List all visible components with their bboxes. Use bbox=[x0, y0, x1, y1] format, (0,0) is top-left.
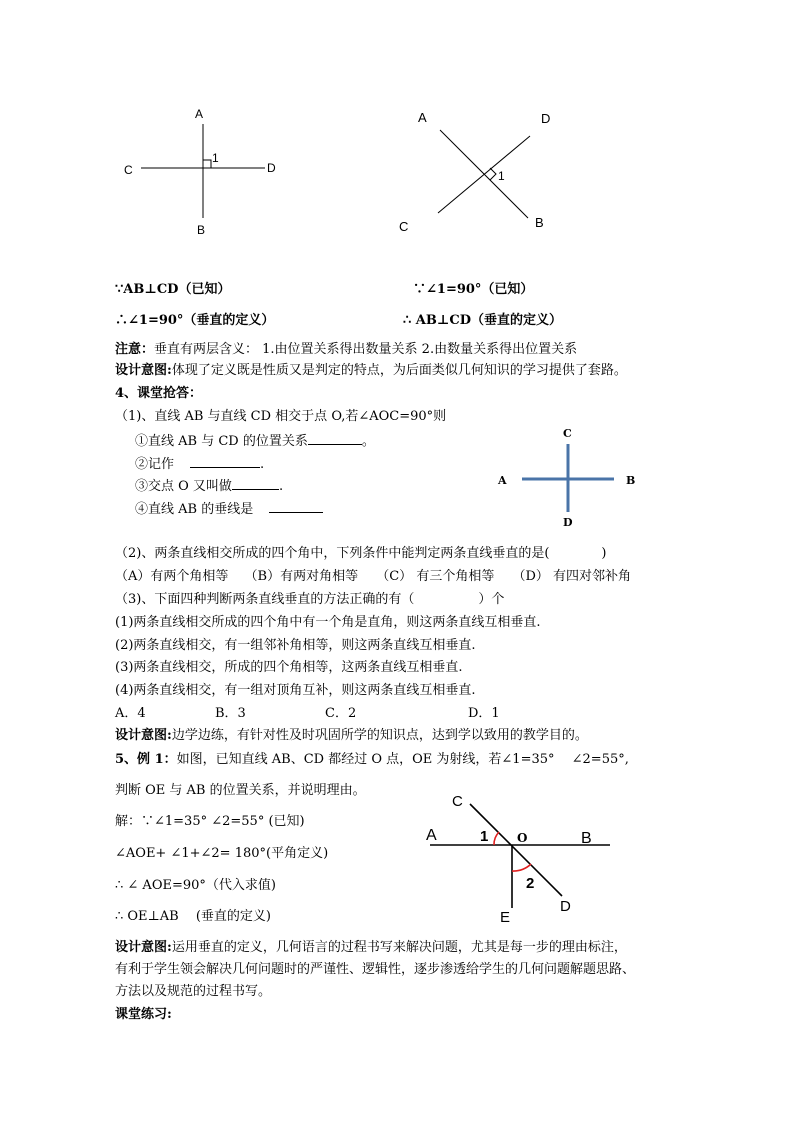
label-angle-1: 1 bbox=[480, 828, 489, 845]
q3-end: ）个 bbox=[478, 592, 505, 607]
label-angle-1: 1 bbox=[498, 169, 505, 183]
question-1c bbox=[135, 477, 283, 496]
question-1b bbox=[135, 455, 264, 474]
design-text: 边学边练，有针对性及时巩固所学的知识点，达到学以致用的教学目的。 bbox=[171, 728, 588, 743]
answer-blank-1c[interactable] bbox=[232, 477, 279, 490]
question-1a bbox=[135, 432, 375, 451]
label-d: D bbox=[267, 161, 276, 175]
line-cd bbox=[470, 804, 562, 896]
proof-left-1: ∵AB⊥CD（已知） bbox=[115, 282, 231, 297]
design-label: 设计意图: bbox=[115, 728, 172, 743]
label-b: B bbox=[581, 830, 592, 847]
practice-title: 课堂练习: bbox=[115, 1007, 172, 1022]
design-label: 设计意图: bbox=[115, 940, 172, 955]
question-1d bbox=[135, 500, 323, 519]
answer-blank-1b[interactable] bbox=[190, 455, 260, 468]
q3-item-2: (2)两条直线相交，有一组邻补角相等，则这两条直线互相垂直. bbox=[115, 638, 476, 653]
q1b-end: . bbox=[260, 457, 265, 472]
design-intent-1 bbox=[115, 362, 627, 380]
label-o: O bbox=[517, 831, 528, 845]
q1d-text: ④直线 AB 的垂线是 bbox=[135, 502, 254, 517]
question-3 bbox=[115, 591, 504, 609]
label-d: D bbox=[541, 111, 551, 126]
label-d: D bbox=[563, 516, 573, 529]
solution-4: ∴ OE⊥AB (垂直的定义) bbox=[115, 909, 271, 924]
design-intent-3-line-2: 有利于学生领会解决几何问题时的严谨性、逻辑性，逐步渗透给学生的几何问题解题思路、 bbox=[115, 962, 636, 977]
design-label: 设计意图: bbox=[115, 363, 172, 378]
label-c: C bbox=[452, 793, 463, 810]
q2-option-a[interactable]: （A）有两个角相等 bbox=[115, 569, 229, 584]
proof-right-2: ∴ AB⊥CD（垂直的定义） bbox=[403, 313, 562, 328]
note-label: 注意： bbox=[115, 342, 155, 357]
proof-right-1: ∵∠1=90°（已知） bbox=[413, 282, 534, 297]
q2-option-c[interactable]: （C） 有三个角相等 bbox=[376, 569, 495, 584]
figure-perpendicular-cross bbox=[115, 100, 290, 245]
section-5-title: 5、例 1： bbox=[115, 752, 177, 767]
label-c: C bbox=[563, 427, 572, 440]
label-a: A bbox=[498, 474, 507, 487]
note-line bbox=[115, 341, 577, 359]
q3-item-1: (1)两条直线相交所成的四个角中有一个角是直角，则这两条直线互相垂直. bbox=[115, 615, 541, 630]
angle-1-arc bbox=[494, 832, 499, 845]
right-angle-mark bbox=[490, 168, 496, 180]
q2-text: （2)、两条直线相交所成的四个角中，下列条件中能判定两条直线垂直的是( bbox=[115, 546, 550, 561]
q3-option-a[interactable]: A．4 bbox=[115, 706, 146, 721]
label-b: B bbox=[626, 474, 636, 487]
section-5-line-2: 判断 OE 与 AB 的位置关系，并说明理由。 bbox=[115, 783, 366, 798]
question-2 bbox=[115, 545, 607, 563]
label-b: B bbox=[197, 223, 206, 237]
label-c: C bbox=[124, 163, 133, 177]
answer-blank-1a[interactable] bbox=[308, 432, 362, 445]
design-text: 体现了定义既是性质又是判定的特点，为后面类似几何知识的学习提供了套路。 bbox=[171, 363, 627, 378]
label-a: A bbox=[195, 107, 204, 121]
q1a-text: ①直线 AB 与 CD 的位置关系 bbox=[135, 434, 308, 449]
proof-left-2: ∴∠1=90°（垂直的定义） bbox=[115, 313, 275, 328]
label-b: B bbox=[535, 215, 544, 230]
design-intent-2 bbox=[115, 727, 588, 745]
solution-1: 解：∵∠1=35° ∠2=55° (已知) bbox=[115, 814, 305, 829]
q3-option-c[interactable]: C．2 bbox=[325, 706, 357, 721]
section-5-text-1: 如图，已知直线 AB、CD 都经过 O 点，OE 为射线，若∠1=35° ∠2=55°, bbox=[176, 752, 629, 767]
label-a: A bbox=[418, 110, 427, 125]
design-intent-3-line-1 bbox=[115, 939, 627, 957]
figure-example-angles bbox=[420, 790, 620, 930]
q1c-text: ③交点 O 又叫做 bbox=[135, 479, 232, 494]
q2-option-d[interactable]: （D） 有四对邻补角 bbox=[512, 569, 632, 584]
question-2-options bbox=[115, 568, 631, 586]
line-cd bbox=[438, 136, 530, 213]
label-a: A bbox=[426, 827, 437, 844]
q3-item-3: (3)两条直线相交，所成的四个角相等，这两条直线互相垂直. bbox=[115, 660, 463, 675]
solution-2: ∠AOE+ ∠1+∠2= 180°(平角定义) bbox=[115, 846, 329, 861]
q1b-text: ②记作 bbox=[135, 457, 175, 472]
angle-2-arc bbox=[512, 864, 531, 871]
q2-option-b[interactable]: （B）有两对角相等 bbox=[244, 569, 359, 584]
q3-option-b[interactable]: B．3 bbox=[215, 706, 246, 721]
q1a-end: 。 bbox=[361, 434, 375, 449]
question-1: （1)、直线 AB 与直线 CD 相交于点 O,若∠AOC=90°则 bbox=[115, 409, 447, 424]
section-4-title: 4、课堂抢答： bbox=[115, 386, 203, 401]
answer-blank-1d[interactable] bbox=[269, 500, 323, 513]
q1c-end: . bbox=[278, 479, 284, 494]
q3-text: （3)、下面四种判断两条直线垂直的方法正确的有（ bbox=[115, 592, 415, 607]
design-text-1: 运用垂直的定义，几何语言的过程书写来解决问题，尤其是每一步的理由标注， bbox=[171, 940, 627, 955]
note-text: 垂直有两层含义： 1.由位置关系得出数量关系 2.由数量关系得出位置关系 bbox=[154, 342, 578, 357]
figure-perpendicular-tilted bbox=[390, 100, 570, 245]
right-angle-mark bbox=[203, 160, 211, 168]
label-c: C bbox=[399, 219, 409, 234]
label-d: D bbox=[560, 898, 571, 915]
label-angle-1: 1 bbox=[212, 151, 219, 165]
q2-end: ) bbox=[601, 546, 607, 561]
design-intent-3-line-3: 方法以及规范的过程书写。 bbox=[115, 984, 272, 999]
figure-blue-cross bbox=[488, 420, 648, 532]
label-angle-2: 2 bbox=[526, 875, 535, 892]
section-5-line-1 bbox=[115, 751, 629, 769]
label-e: E bbox=[500, 909, 511, 926]
q3-item-4: (4)两条直线相交，有一组对顶角互补，则这两条直线互相垂直. bbox=[115, 683, 476, 698]
solution-3: ∴ ∠ AOE=90°（代入求值) bbox=[115, 878, 276, 893]
q3-option-d[interactable]: D．1 bbox=[468, 706, 500, 721]
